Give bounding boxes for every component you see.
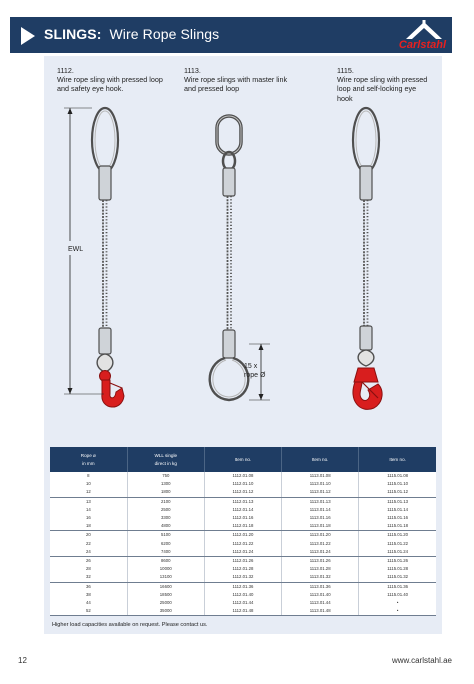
loop-length-dimension	[244, 344, 270, 400]
table-cell: 1115.01.13	[387, 498, 409, 504]
product-code: 1113.	[184, 66, 201, 75]
table-row	[50, 522, 436, 531]
table-cell: 26	[50, 557, 127, 566]
table-cell: 1112.01.28	[204, 565, 281, 573]
table-cell: 1113.01.16	[282, 514, 359, 522]
table-cell: 2100	[127, 497, 204, 506]
product-caption-1113	[184, 66, 294, 94]
table-cell: 8600	[127, 557, 204, 566]
table-cell: 1113.01.26	[282, 557, 359, 566]
table-cell: 1112.01.48	[204, 607, 281, 616]
table-cell: 1115.01.22	[387, 540, 409, 546]
product-description: Wire rope sling with pressed loop and safety eye hook.	[57, 75, 163, 94]
table-cell: 1113.01.40	[282, 591, 359, 599]
play-arrow-icon	[21, 27, 35, 45]
table-cell: 1113.01.24	[282, 548, 359, 557]
product-caption-1115	[337, 66, 433, 103]
table-cell: 1115.01.08	[387, 473, 409, 478]
availability-note: Higher load capacities available on request. Please contact us.	[52, 622, 208, 628]
table-cell: 1112.01.20	[204, 531, 281, 540]
logo-text: Carlstahl	[398, 39, 446, 51]
sling-1113-illustration	[210, 116, 249, 400]
table-cell: 13100	[127, 573, 204, 582]
table-cell: 35000	[127, 607, 204, 616]
table-cell: 1115.01.26	[387, 558, 409, 564]
table-cell: •	[359, 607, 436, 616]
table-cell: 1112.01.12	[204, 488, 281, 497]
table-row	[50, 565, 436, 573]
table-cell: 32	[50, 573, 127, 582]
table-row	[50, 480, 436, 488]
table-cell: 7400	[127, 548, 204, 557]
table-cell: 10	[50, 480, 127, 488]
page-title	[44, 26, 219, 42]
table-cell: 14	[50, 506, 127, 514]
loop-label-line2: rope Ø	[244, 372, 266, 379]
table-cell: 20	[50, 531, 127, 540]
table-cell: 8	[50, 472, 127, 480]
table-cell: 1113.01.36	[282, 582, 359, 591]
table-cell: 1112.01.26	[204, 557, 281, 566]
table-row	[50, 540, 436, 548]
table-row	[50, 573, 436, 582]
table-cell: 1113.01.18	[282, 522, 359, 531]
table-cell: 52	[50, 607, 127, 616]
table-cell: 1112.01.22	[204, 540, 281, 548]
table-cell: 1113.01.22	[282, 540, 359, 548]
table-cell: 1300	[127, 480, 204, 488]
table-cell: 1115.01.40	[387, 591, 409, 597]
table-row	[50, 599, 436, 607]
table-cell: 18500	[127, 591, 204, 599]
table-cell: 1112.01.36	[204, 582, 281, 591]
table-cell: 3300	[127, 514, 204, 522]
table-row	[50, 514, 436, 522]
table-cell: 36	[50, 582, 127, 591]
table-cell: 1112.01.40	[204, 591, 281, 599]
table-cell: 1115.01.14	[387, 506, 409, 512]
title-text: Wire Rope Slings	[109, 26, 220, 42]
table-cell: 1113.01.48	[282, 607, 359, 616]
website-url: www.carlstahl.ae	[391, 656, 452, 665]
column-header-wll: WLL single direct in kg	[127, 447, 204, 472]
page-header	[10, 17, 452, 53]
table-cell: 1113.01.08	[282, 472, 359, 480]
table-row	[50, 557, 436, 566]
table-cell: 24	[50, 548, 127, 557]
brand-logo	[388, 19, 446, 52]
table-row	[50, 531, 436, 540]
table-cell: 1112.01.14	[204, 506, 281, 514]
table-cell: 1112.01.16	[204, 514, 281, 522]
table-cell: 1113.01.12	[282, 488, 359, 497]
loop-label-line1: 15 x	[244, 363, 258, 370]
product-code: 1112.	[57, 66, 74, 75]
product-code: 1115.	[337, 66, 354, 75]
column-header-rope-diameter: Rope ø in mm	[50, 447, 127, 472]
table-cell: 1113.01.13	[282, 497, 359, 506]
table-cell: 1115.01.12	[359, 488, 436, 497]
table-cell: 28	[50, 565, 127, 573]
table-cell: 1112.01.24	[204, 548, 281, 557]
table-cell: 1115.01.16	[387, 515, 409, 521]
specification-table	[50, 447, 436, 616]
table-row	[50, 506, 436, 514]
table-cell: 1113.01.20	[282, 531, 359, 540]
table-cell: 22	[50, 540, 127, 548]
table-cell: 1112.01.10	[204, 480, 281, 488]
table-row	[50, 582, 436, 591]
table-cell: 5100	[127, 531, 204, 540]
table-cell: 1113.01.44	[282, 599, 359, 607]
table-cell: 1115.01.20	[387, 532, 409, 538]
sling-1115-illustration	[353, 108, 382, 409]
table-cell: 1113.01.28	[282, 565, 359, 573]
table-cell: 12	[50, 488, 127, 497]
table-cell: 18	[50, 522, 127, 531]
table-cell: 2500	[127, 506, 204, 514]
table-cell: 10000	[127, 565, 204, 573]
column-header-item-1115: Item no.	[359, 447, 436, 472]
column-header-item-1113: Item no.	[282, 447, 359, 472]
table-cell: 4800	[127, 522, 204, 531]
table-row	[50, 488, 436, 497]
table-cell: 1115.01.18	[359, 522, 436, 531]
table-cell: 1112.01.18	[204, 522, 281, 531]
hoist-logo-icon	[388, 19, 446, 41]
table-cell: 44	[50, 599, 127, 607]
ewl-label: EWL	[68, 246, 84, 253]
product-caption-1112	[57, 66, 167, 94]
table-header-row	[50, 447, 436, 472]
ewl-dimension	[63, 108, 104, 394]
table-cell: 38	[50, 591, 127, 599]
table-cell: 16600	[127, 582, 204, 591]
table-cell: 16	[50, 514, 127, 522]
column-header-item-1112: Item no.	[204, 447, 281, 472]
product-description: Wire rope sling with pressed loop and self-locking eye hook	[337, 75, 428, 103]
table-cell: 750	[127, 472, 204, 480]
table-cell: 1112.01.44	[204, 599, 281, 607]
sling-1112-illustration	[92, 108, 124, 407]
table-row	[50, 497, 436, 506]
table-cell: 1112.01.13	[204, 497, 281, 506]
sling-diagrams	[44, 100, 442, 420]
table-cell: 1115.01.10	[387, 481, 409, 487]
table-cell: 1115.01.28	[387, 566, 409, 572]
table-row	[50, 607, 436, 616]
page-number: 12	[18, 656, 27, 665]
table-cell: 25000	[127, 599, 204, 607]
section-label: SLINGS:	[44, 26, 102, 42]
table-row	[50, 591, 436, 599]
table-cell: 1115.01.36	[387, 583, 409, 589]
table-cell: 1112.01.32	[204, 573, 281, 582]
table-body	[50, 472, 436, 616]
table-cell: 1115.01.24	[359, 548, 436, 557]
table-cell: 1115.01.32	[359, 573, 436, 582]
table-cell: 1112.01.08	[204, 472, 281, 480]
table-cell: 1113.01.32	[282, 573, 359, 582]
table-cell: 1113.01.10	[282, 480, 359, 488]
table-cell: •	[396, 600, 399, 606]
table-cell: 13	[50, 497, 127, 506]
table-row	[50, 548, 436, 557]
table-cell: 6200	[127, 540, 204, 548]
product-description: Wire rope slings with master link and pressed loop	[184, 75, 288, 94]
table-cell: 1800	[127, 488, 204, 497]
table-row	[50, 472, 436, 480]
table-cell: 1113.01.14	[282, 506, 359, 514]
